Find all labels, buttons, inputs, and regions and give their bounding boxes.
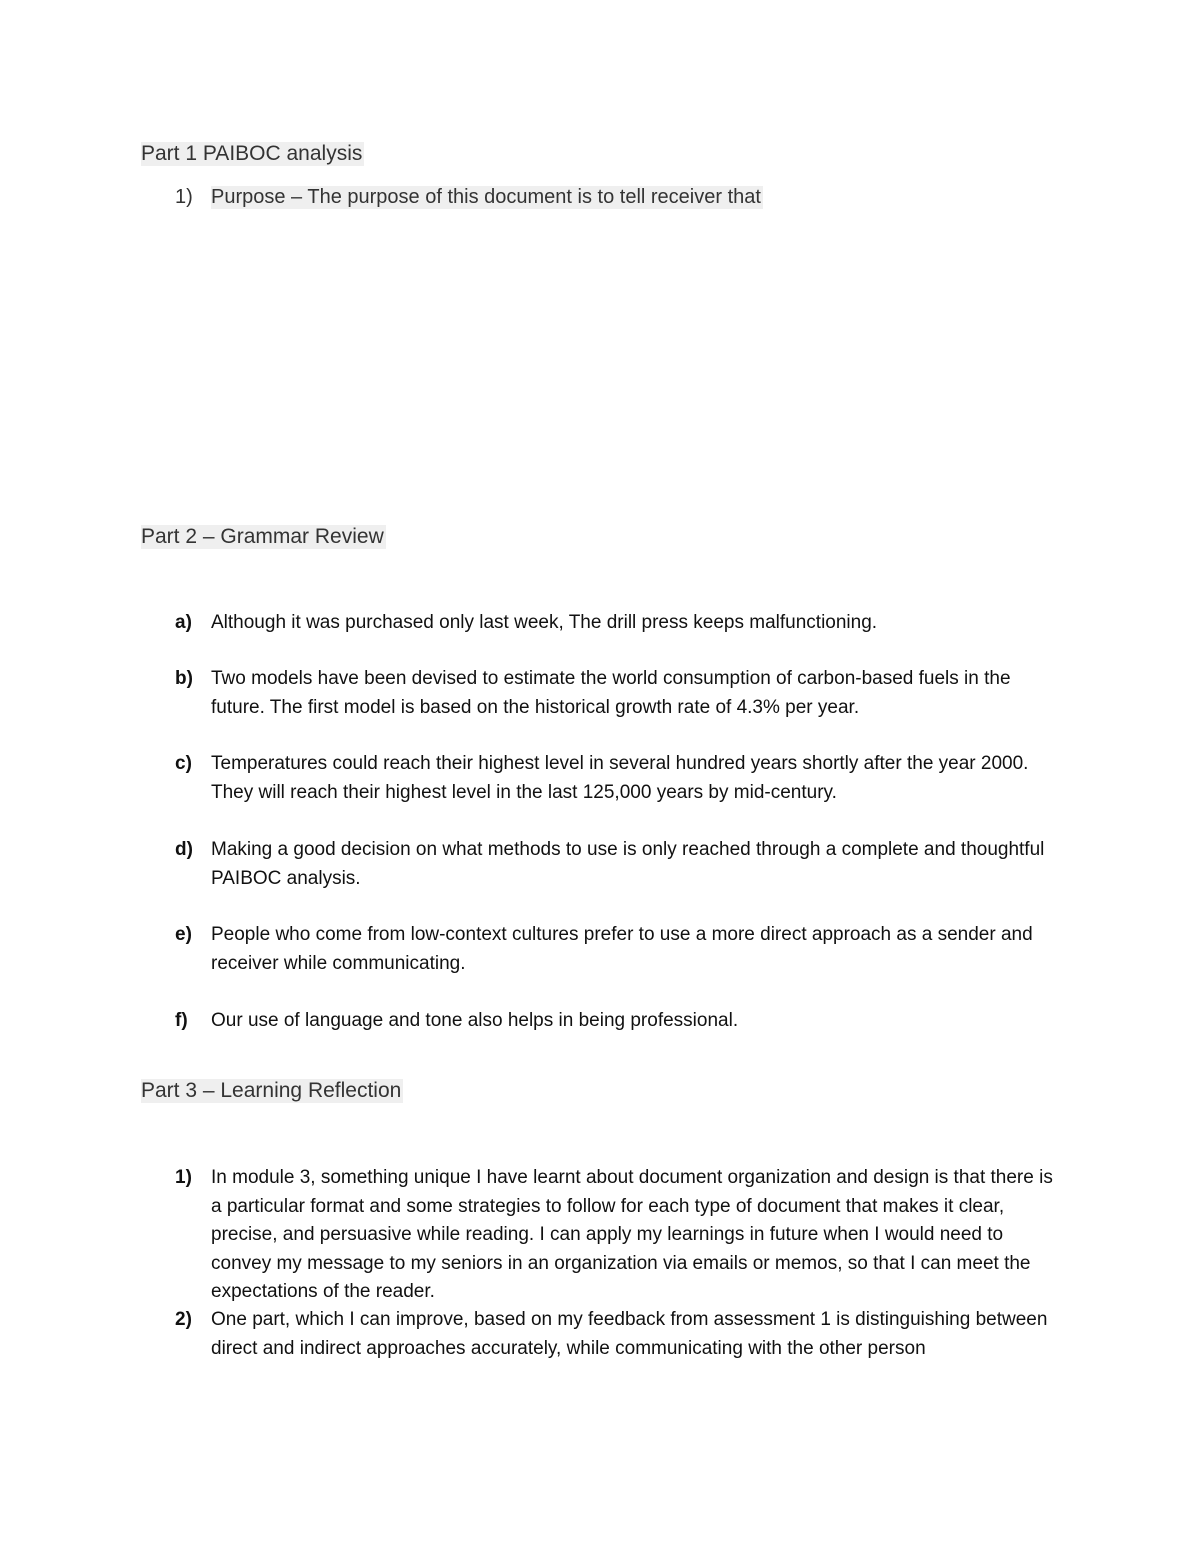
list-item-text: Although it was purchased only last week, The drill press keeps malfunctioning. (211, 612, 878, 633)
list-item-text: Two models have been devised to estimate the world consumption of carbon-based fuels in the future. The first model is based on the historical growth rate of 4.3% per year. (211, 668, 1011, 718)
list-item-text: Purpose – The purpose of this document is to tell receiver that (211, 186, 761, 208)
part1-heading-text: Part 1 PAIBOC analysis (141, 142, 363, 165)
part3-heading (141, 1078, 403, 1104)
reflection-item-2 (141, 1306, 1061, 1363)
list-item-text: People who come from low-context cultures prefer to use a more direct approach as a sender and receiver while communicating. (211, 924, 1033, 974)
part2-heading (141, 524, 386, 550)
grammar-item-d (141, 836, 1061, 893)
list-marker: d) (175, 839, 193, 860)
list-item-text: Our use of language and tone also helps in being professional. (211, 1010, 739, 1031)
list-item-text: One part, which I can improve, based on my feedback from assessment 1 is distinguishing between direct and indirect approaches accurately, while communicating with the other person (211, 1309, 1048, 1359)
list-item-text: Making a good decision on what methods to use is only reached through a complete and thoughtful PAIBOC analysis. (211, 839, 1045, 889)
list-marker: 2) (175, 1309, 192, 1330)
part1-item-purpose (141, 184, 1081, 210)
grammar-item-f (141, 1007, 1061, 1036)
list-marker: e) (175, 924, 192, 945)
list-item-text: In module 3, something unique I have learnt about document organization and design is that there is a particular format and some strategies to follow for each type of document that makes it clear, precise, and persuasive while reading. I can apply my learnings in future when I would need to convey my message to my seniors in an organization via emails or memos, so that I can meet the expectations of the reader. (211, 1167, 1053, 1302)
list-marker: 1) (175, 186, 193, 208)
list-marker: b) (175, 668, 193, 689)
list-marker: c) (175, 753, 192, 774)
part3-heading-text: Part 3 – Learning Reflection (141, 1079, 402, 1102)
list-marker: a) (175, 612, 192, 633)
list-item-text: Temperatures could reach their highest level in several hundred years shortly after the year 2000. They will reach their highest level in the last 125,000 years by mid-century. (211, 753, 1029, 803)
grammar-item-a (141, 609, 1061, 638)
part1-heading (141, 141, 364, 167)
list-marker: f) (175, 1010, 188, 1031)
list-marker: 1) (175, 1167, 192, 1188)
grammar-item-b (141, 665, 1061, 722)
reflection-item-1 (141, 1164, 1061, 1307)
grammar-item-e (141, 921, 1061, 978)
part2-heading-text: Part 2 – Grammar Review (141, 525, 384, 548)
grammar-item-c (141, 750, 1061, 807)
